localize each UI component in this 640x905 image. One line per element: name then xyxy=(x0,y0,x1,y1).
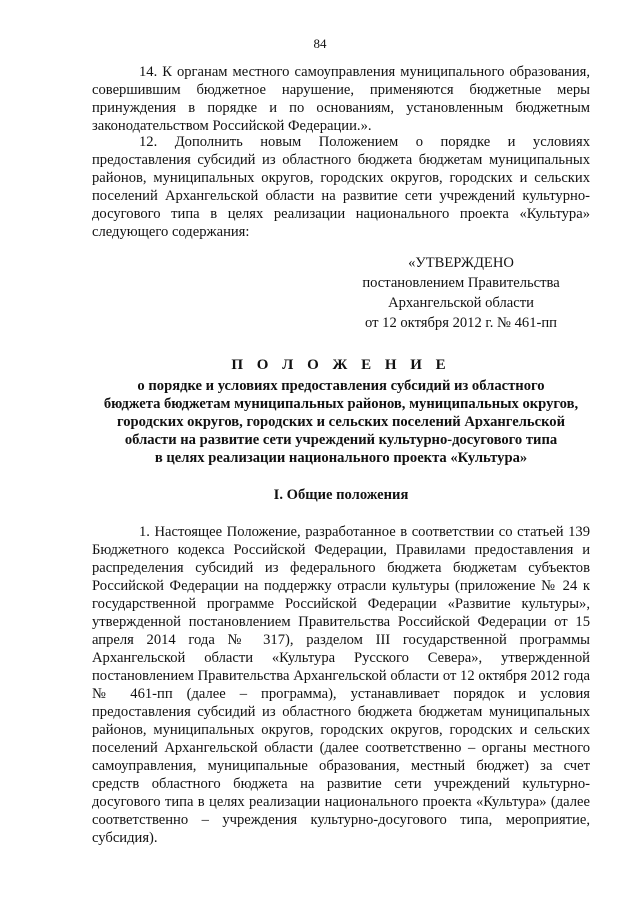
approval-line-resolution: постановлением Правительства xyxy=(362,275,560,291)
paragraph-item-12-text: 12. Дополнить новым Положением о порядке и условиях предоставления субсидий из областного бюджета бюджетам муниципальных районов, муниципальных округов, городских округов, городских и сельских поселений Архангельской области на развитие сети учреждений культурно-досугового типа в целях реализации национального проекта «Культура» следующего содержания: xyxy=(92,134,590,240)
approval-line-region: Архангельской области xyxy=(388,295,534,311)
section-title: I. Общие положения xyxy=(273,487,409,503)
title-line-4: области на развитие сети учреждений культурно-досугового типа xyxy=(124,432,558,448)
title-main: П О Л О Ж Е Н И Е xyxy=(231,357,451,373)
page-number: 84 xyxy=(313,36,327,51)
paragraph-item-14-text: 14. К органам местного самоуправления муниципального образования, совершившим бюджетное нарушение, применяются бюджетные меры принуждения в порядке и по основаниям, установленным бюджетным законодательством Российской Федерации.». xyxy=(92,64,590,134)
title-line-3: городских округов, городских и сельских поселений Архангельской xyxy=(116,414,566,430)
title-line-1: о порядке и условиях предоставления субсидий из областного xyxy=(137,378,545,394)
paragraph-item-12 xyxy=(92,133,590,241)
title-line-2: бюджета бюджетам муниципальных районов, муниципальных округов, xyxy=(103,396,579,412)
paragraph-item-1 xyxy=(92,523,590,847)
approval-block xyxy=(330,253,592,333)
paragraph-item-1-text: 1. Настоящее Положение, разработанное в соответствии со статьей 139 Бюджетного кодекса Российской Федерации, Правилами предоставления и распределения субсидий из федерального бюджета бюджетам субъектов Российской Федерации на поддержку отрасли культуры (приложение № 24 к государственной программе Российской Федерации «Развитие культуры», утвержденной постановлением Правительства Российской Федерации от 15 апреля 2014 года № 317), разделом III государственной программы Архангельской области «Культура Русского Севера», утвержденной постановлением Правительства Архангельской области от 12 октября 2012 года № 461-пп (далее – программа), устанавливает порядок и условия предоставления субсидий из областного бюджета бюджетам муниципальных районов, муниципальных округов, городских округов, городских и сельских поселений Архангельской области (далее соответственно – органы местного самоуправления, муниципальные образования, местный бюджет) за счет средств областного бюджета на развитие сети учреждений культурно-досугового типа в целях реализации национального проекта «Культура» (далее соответственно – учреждения культурно-досугового типа, мероприятие, субсидия). xyxy=(92,524,590,846)
approval-line-date: от 12 октября 2012 г. № 461-пп xyxy=(365,315,557,331)
paragraph-item-14 xyxy=(92,63,590,135)
title-line-5: в целях реализации национального проекта «Культура» xyxy=(154,450,528,466)
document-title xyxy=(92,355,590,467)
approval-line-approved: «УТВЕРЖДЕНО xyxy=(408,255,514,271)
